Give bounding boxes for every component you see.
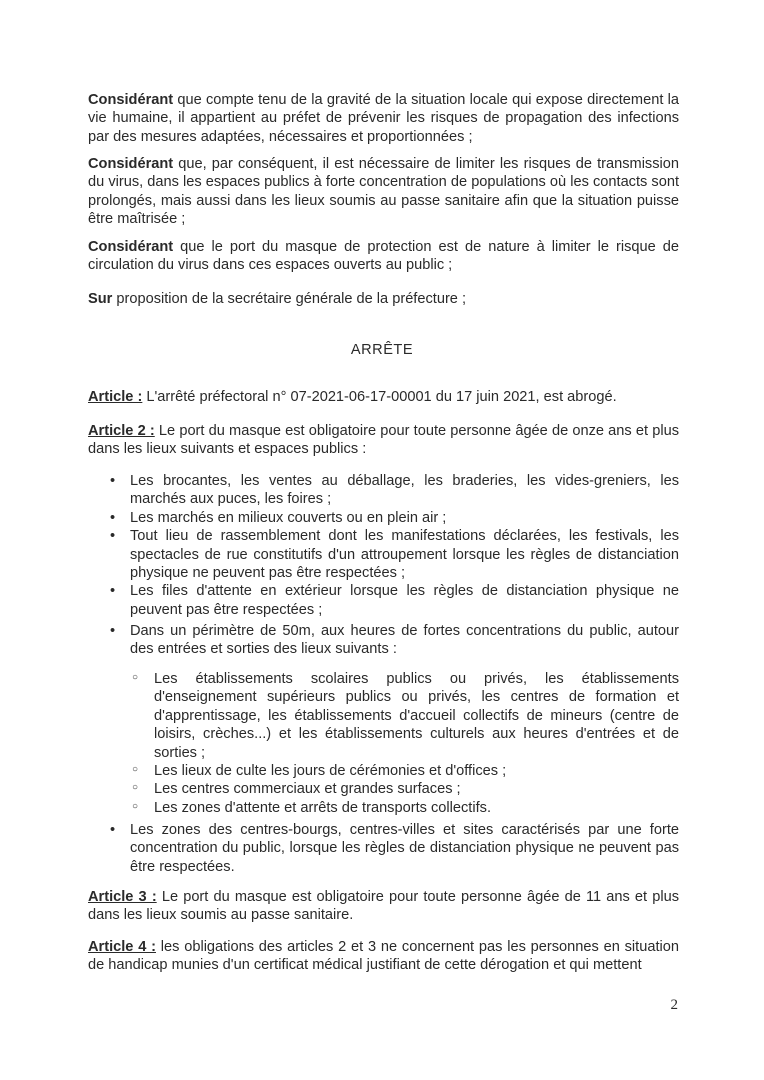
last-list: [88, 821, 679, 876]
article-4-text: les obligations des articles 2 et 3 ne concernent pas les personnes en situation de handicap munies d'un certificat médical justifiant de cette dérogation et qui mettent: [88, 939, 679, 974]
article-1-label: Article :: [88, 389, 143, 405]
sur-proposition: [88, 290, 679, 308]
sub-list-item: ○ Les lieux de culte les jours de cérémonies et d'offices ;: [130, 762, 679, 780]
article-4: [88, 938, 679, 975]
perimeter-list: [88, 622, 679, 659]
considerant-text: que, par conséquent, il est nécessaire de limiter les risques de transmission du virus, dans les espaces publics à forte concentration de populations où les contacts sont prolongés, mais aussi dans les lieux soumis au passe sanitaire afin que la situation puisse être maîtrisée ;: [88, 156, 679, 228]
sub-list-item: ○ Les zones d'attente et arrêts de transports collectifs.: [130, 799, 679, 817]
article-3-label: Article 3 :: [88, 889, 157, 905]
perimeter-text: Dans un périmètre de 50m, aux heures de fortes concentrations du public, autour des entrées et sorties des lieux suivants :: [130, 623, 679, 658]
considerant-text: que compte tenu de la gravité de la situation locale qui expose directement la vie humaine, il appartient au préfet de prévenir les risques de propagation des infections par des mesures adaptées, nécessaires et proportionnées ;: [88, 92, 679, 145]
considerant-lead: Considérant: [88, 156, 174, 172]
article-2: [88, 422, 679, 459]
article-3-text: Le port du masque est obligatoire pour toute personne âgée de 11 ans et plus dans les lieux soumis au passe sanitaire.: [88, 889, 679, 924]
article-3: [88, 888, 679, 925]
article-2-list: [88, 472, 679, 619]
article-2-label: Article 2 :: [88, 423, 155, 439]
arrete-heading: ARRÊTE: [350, 342, 414, 358]
list-item: • Les brocantes, les ventes au déballage, les braderies, les vides-greniers, les marchés aux puces, les foires ;: [88, 472, 679, 509]
article-2-text: Le port du masque est obligatoire pour toute personne âgée de onze ans et plus dans les lieux suivants et espaces publics :: [88, 423, 679, 458]
page-number: 2: [670, 997, 678, 1013]
considerant-3: [88, 238, 679, 275]
sub-list-item: ○ Les établissements scolaires publics ou privés, les établissements d'enseignement supérieurs publics ou privés, les centres de formation et d'apprentissage, les établissements d'accueil collectifs de mineurs (centre de loisirs, crèches...) et les établissements culturels aux heures d'entrées et de sorties ;: [130, 670, 679, 762]
list-item: • Les marchés en milieux couverts ou en plein air ;: [88, 509, 679, 527]
article-1: [88, 388, 679, 406]
sur-lead: Sur: [88, 291, 113, 307]
sub-list-item: ○ Les centres commerciaux et grandes surfaces ;: [130, 780, 679, 798]
considerant-text: que le port du masque de protection est de nature à limiter le risque de circulation du virus dans ces espaces ouverts au public ;: [88, 239, 679, 274]
list-item-perimeter: [88, 622, 679, 659]
list-item: • Les zones des centres-bourgs, centres-villes et sites caractérisés par une forte concentration du public, lorsque les règles de distanciation physique ne peuvent pas être respectées.: [88, 821, 679, 876]
article-1-text: L'arrêté préfectoral n° 07-2021-06-17-00001 du 17 juin 2021, est abrogé.: [142, 389, 617, 405]
list-item: • Les files d'attente en extérieur lorsque les règles de distanciation physique ne peuvent pas être respectées ;: [88, 582, 679, 619]
list-item: • Tout lieu de rassemblement dont les manifestations déclarées, les festivals, les spectacles de rue constitutifs d'un attroupement lorsque les règles de distanciation physique ne peuvent pas être respectées ;: [88, 527, 679, 582]
considerant-2: [88, 155, 679, 229]
article-4-label: Article 4 :: [88, 939, 156, 955]
considerant-lead: Considérant: [88, 239, 174, 255]
sur-text: proposition de la secrétaire générale de la préfecture ;: [112, 291, 467, 307]
considerant-1: [88, 91, 679, 146]
considerant-lead: Considérant: [88, 92, 174, 108]
perimeter-sublist: [130, 670, 679, 817]
